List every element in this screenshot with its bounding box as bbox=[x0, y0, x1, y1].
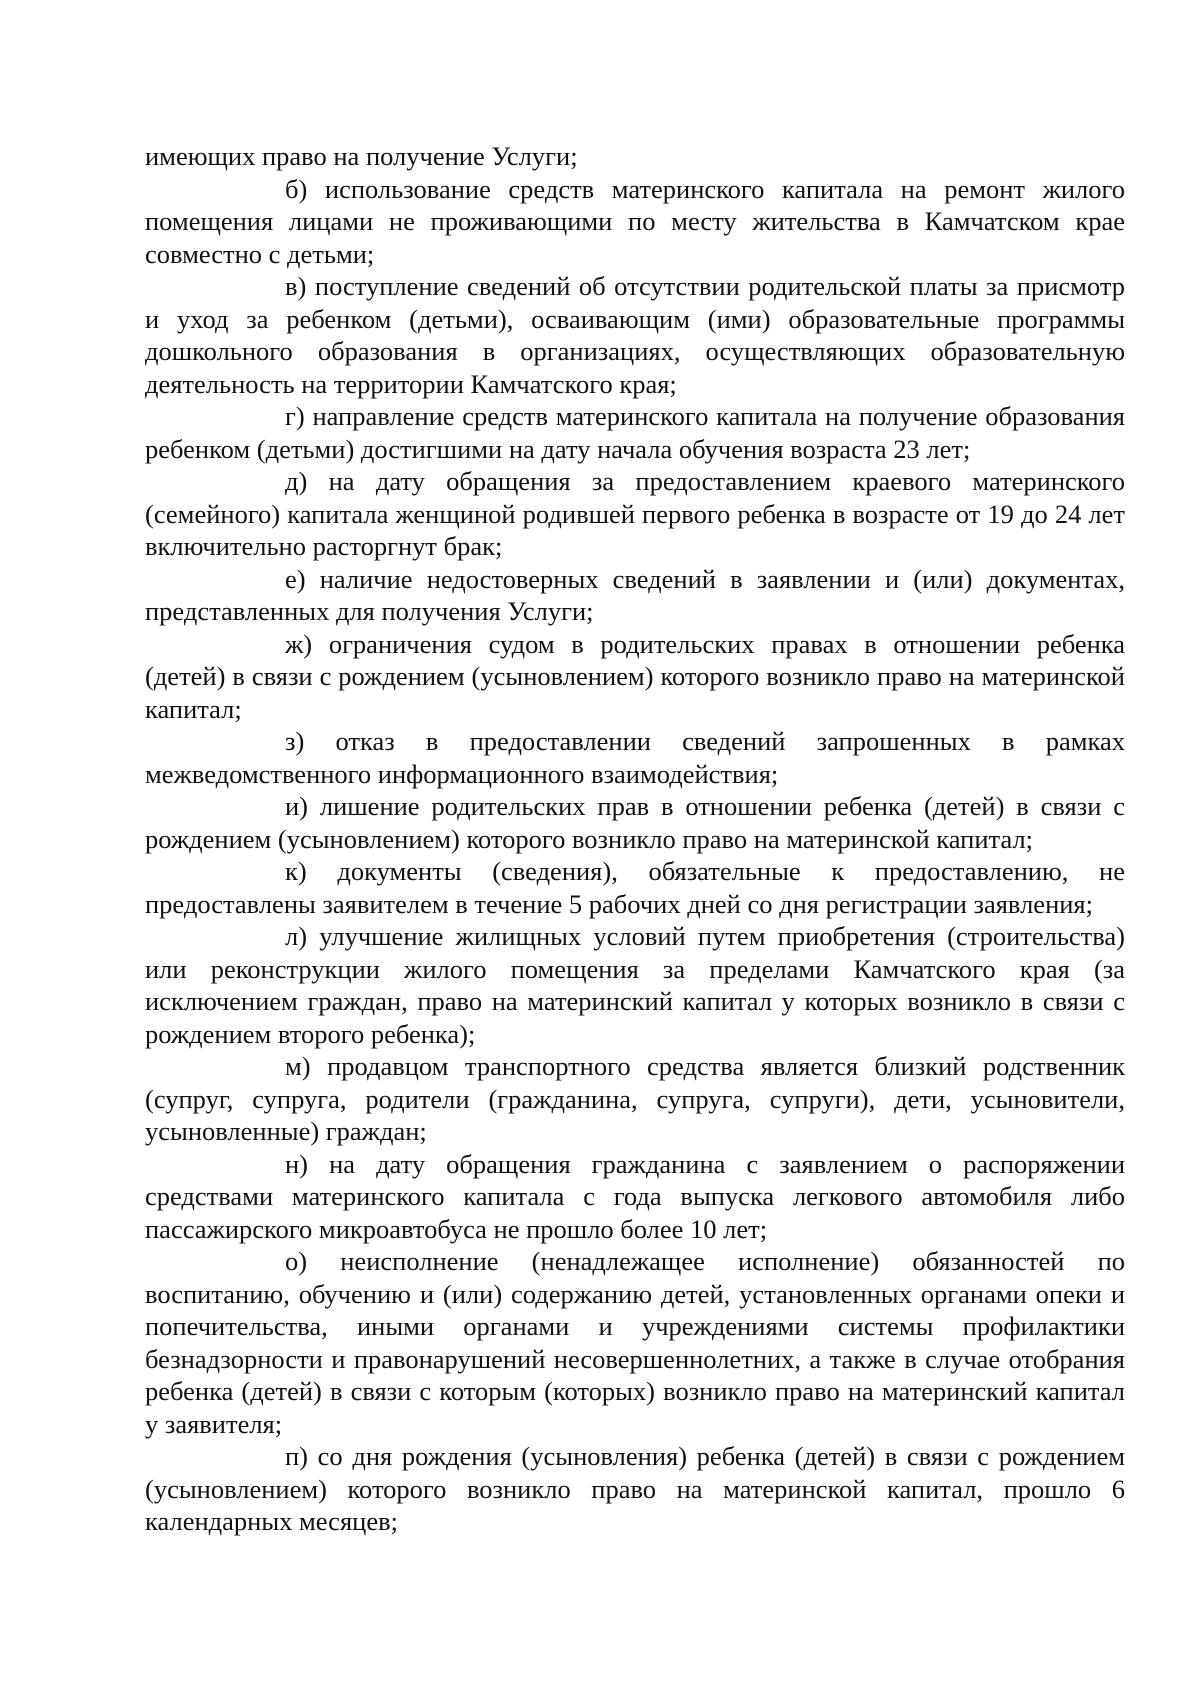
list-item-text: отказ в предоставлении сведений запрошенных в рамках межведомственного информационного взаимодействия; bbox=[145, 726, 1125, 789]
list-item-text: со дня рождения (усыновления) ребенка (детей) в связи с рождением (усыновлением) которого возникло право на материнской капитал, прошло 6 календарных месяцев; bbox=[145, 1441, 1126, 1536]
list-item-marker: е) bbox=[285, 563, 306, 594]
list-items bbox=[145, 173, 1125, 1538]
list-item bbox=[145, 1050, 1125, 1148]
list-item bbox=[145, 173, 1125, 271]
list-item bbox=[145, 725, 1125, 790]
list-item bbox=[145, 855, 1125, 920]
list-item-text: продавцом транспортного средства является близкий родственник (супруг, супруга, родители (гражданина, супруга, супруги), дети, усыновители, усыновленные) граждан; bbox=[145, 1051, 1125, 1146]
list-item bbox=[145, 1148, 1125, 1246]
list-item-text: поступление сведений об отсутствии родительской платы за присмотр и уход за ребенком (детьми), осваивающим (ими) образовательные программы дошкольного образования в организациях, осуществляющих образовательную деятельность на территории Камчатского края; bbox=[145, 271, 1125, 399]
list-item-text: документы (сведения), обязательные к предоставлению, не предоставлены заявителем в течение 5 рабочих дней со дня регистрации заявления; bbox=[145, 856, 1125, 919]
list-item-marker: л) bbox=[285, 921, 308, 951]
list-item-marker: ж) bbox=[285, 628, 313, 659]
list-item-marker: г) bbox=[285, 401, 305, 431]
document-page bbox=[145, 140, 1125, 1538]
list-item-marker: п) bbox=[285, 1441, 309, 1471]
list-item-marker: н) bbox=[285, 1148, 309, 1179]
list-item bbox=[145, 1440, 1125, 1538]
list-item-marker: и) bbox=[285, 791, 309, 821]
list-item-text: улучшение жилищных условий путем приобретения (строительства) или реконструкции жилого помещения за пределами Камчатского края (за исключением граждан, право на материнский капитал у которых возникло в связи с рождением второго ребенка); bbox=[145, 921, 1126, 1049]
list-item-text: ограничения судом в родительских правах в отношении ребенка (детей) в связи с рождением (усыновлением) которого возникло право на материнской капитал; bbox=[145, 628, 1126, 724]
list-item-text: использование средств материнского капитала на ремонт жилого помещения лицами не проживающими по месту жительства в Камчатском крае совместно с детьми; bbox=[145, 173, 1125, 269]
list-item-marker: о) bbox=[285, 1246, 308, 1276]
list-item bbox=[145, 400, 1125, 465]
list-item-marker: в) bbox=[285, 271, 307, 301]
list-item-marker: з) bbox=[285, 726, 305, 756]
lead-paragraph: имеющих право на получение Услуги; bbox=[145, 141, 578, 171]
list-item-text: на дату обращения за предоставлением краевого материнского (семейного) капитала женщиной родившей первого ребенка в возрасте от 19 до 24 лет включительно расторгнут брак; bbox=[145, 466, 1126, 561]
list-item bbox=[145, 1245, 1125, 1440]
list-item-text: направление средств материнского капитала на получение образования ребенком (детьми) достигшими на дату начала обучения возраста 23 лет; bbox=[145, 401, 1125, 464]
list-item-text: на дату обращения гражданина с заявлением о распоряжении средствами материнского капитала с года выпуска легкового автомобиля либо пассажирского микроавтобуса не прошло более 10 лет; bbox=[145, 1148, 1126, 1244]
list-item bbox=[145, 628, 1125, 726]
list-item bbox=[145, 270, 1125, 400]
list-item-text: наличие недостоверных сведений в заявлении и (или) документах, представленных для получения Услуги; bbox=[145, 563, 1125, 626]
list-item-marker: к) bbox=[285, 856, 307, 886]
list-item-marker: м) bbox=[285, 1051, 311, 1081]
list-item bbox=[145, 563, 1125, 628]
list-item bbox=[145, 790, 1125, 855]
list-item-text: лишение родительских прав в отношении ребенка (детей) в связи с рождением (усыновлением) которого возникло право на материнской капитал; bbox=[145, 791, 1125, 854]
list-item bbox=[145, 465, 1125, 563]
list-item-text: неисполнение (ненадлежащее исполнение) обязанностей по воспитанию, обучению и (или) содержанию детей, установленных органами опеки и попечительства, иными органами и учреждениями системы профилактики безнадзорности и правонарушений несовершеннолетних, а также в случае отобрания ребенка (детей) в связи с которым (которых) возникло право на материнский капитал у заявителя; bbox=[145, 1246, 1125, 1439]
list-item bbox=[145, 920, 1125, 1050]
list-item-marker: д) bbox=[285, 466, 308, 496]
list-item-marker: б) bbox=[285, 173, 308, 204]
